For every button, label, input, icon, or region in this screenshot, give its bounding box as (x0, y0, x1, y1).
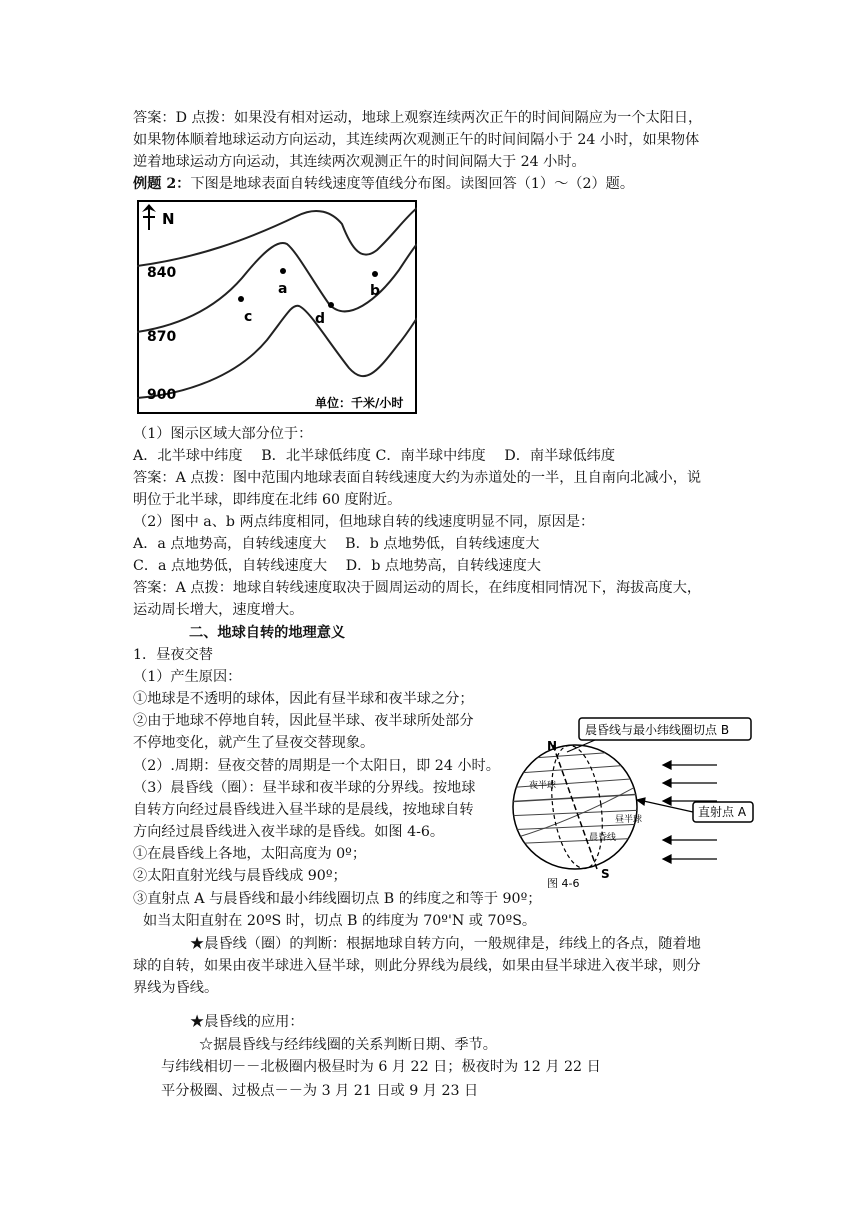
terminator-label: 晨昏线 (589, 833, 617, 843)
figure-frame (138, 201, 416, 413)
callout-b-label: 晨昏线与最小纬线圈切点 B (585, 723, 730, 737)
body-line: （1）产生原因： (133, 669, 242, 685)
isoline-label-840: 840 (147, 265, 177, 281)
day-hemisphere-label: 昼半球 (615, 815, 643, 825)
subsection-heading: 1．昼夜交替 (133, 647, 213, 663)
example-heading-line (133, 173, 634, 195)
body-line: ②太阳直射光线与晨昏线成 90º； (133, 868, 347, 884)
answer-line: 运动周长增大，速度增大。 (133, 602, 304, 618)
body-line: ★晨昏线（圈）的判断：根据地球自转方向，一般规律是，纬线上的各点，随着地 (190, 936, 701, 952)
body-line: 如当太阳直射在 20ºS 时，切点 B 的纬度为 70º'N 或 70ºS。 (143, 913, 537, 929)
point-d-label: d (315, 311, 326, 327)
body-line: 平分极圈、过极点－－为 3 月 21 日或 9 月 23 日 (161, 1083, 479, 1099)
body-line: ☆据晨昏线与经纬线圈的关系判断日期、季节。 (199, 1037, 497, 1053)
options-line: C．a 点地势低，自转线速度大 D．b 点地势高，自转线速度大 (133, 558, 541, 574)
question-line: （2）图中 a、b 两点纬度相同，但地球自转的线速度明显不同，原因是： (133, 514, 595, 530)
point-c-label: c (244, 309, 253, 325)
isoline-figure (137, 200, 417, 414)
point-a (280, 268, 286, 274)
body-line: 与纬线相切－－北极圈内极昼时为 6 月 22 日；极夜时为 12 月 22 日 (161, 1059, 601, 1075)
point-a-label: a (278, 281, 288, 297)
example-text: 下图是地球表面自转线速度等值线分布图。读图回答（1）～（2）题。 (190, 176, 635, 192)
body-line: 方向经过晨昏线进入夜半球的是昏线。如图 4-6。 (133, 824, 445, 840)
answer-line: 答案：A 点拨：地球自转线速度取决于圆周运动的周长，在纬度相同情况下，海拔高度大， (133, 580, 702, 596)
body-line: （3）晨昏线（圈）：昼半球和夜半球的分界线。按地球 (133, 780, 476, 796)
south-pole-label: S (601, 867, 610, 881)
point-b-label: b (370, 283, 381, 299)
north-label: N (162, 210, 175, 228)
answer-line: 答案：D 点拨：如果没有相对运动，地球上观察连续两次正午的时间间隔应为一个太阳日， (133, 110, 703, 126)
answer-line: 逆着地球运动方向运动，其连续两次观测正午的时间间隔大于 24 小时。 (133, 154, 586, 170)
figure-caption: 图 4-6 (547, 877, 580, 888)
night-hemisphere-label: 夜半球 (529, 781, 557, 791)
body-line: 不停地变化，就产生了昼夜交替现象。 (133, 735, 375, 751)
body-line: 自转方向经过晨昏线进入昼半球的是晨线，按地球自转 (133, 802, 474, 818)
point-d (328, 302, 334, 308)
options-line: A．北半球中纬度 B．北半球低纬度 C．南半球中纬度 D．南半球低纬度 (133, 448, 616, 464)
terminator-figure (505, 712, 755, 888)
body-line: 球的自转，如果由夜半球进入昼半球，则此分界线为晨线，如果由昼半球进入夜半球，则分 (133, 958, 701, 974)
body-line: 界线为昏线。 (133, 980, 219, 996)
question-line: （1）图示区域大部分位于： (133, 426, 313, 442)
point-c (238, 296, 244, 302)
isoline-label-900: 900 (147, 387, 177, 403)
unit-label: 单位：千米/小时 (315, 396, 404, 410)
point-b (372, 271, 378, 277)
callout-a-label: 直射点 A (698, 805, 747, 819)
isoline-label-870: 870 (147, 329, 177, 345)
body-line: ①在晨昏线上各地，太阳高度为 0º； (133, 846, 367, 862)
body-line: ①地球是不透明的球体，因此有昼半球和夜半球之分； (133, 691, 474, 707)
body-line: ②由于地球不停地自转，因此昼半球、夜半球所处部分 (133, 713, 474, 729)
body-line: ★晨昏线的应用： (190, 1014, 304, 1030)
body-line: ③直射点 A 与晨昏线和最小纬线圈切点 B 的纬度之和等于 90º； (133, 891, 542, 907)
answer-line: 答案：A 点拨：图中范围内地球表面自转线速度大约为赤道处的一半，且自南向北减小，说 (133, 470, 702, 486)
answer-line: 如果物体顺着地球运动方向运动，其连续两次观测正午的时间间隔小于 24 小时，如果物体 (133, 132, 700, 148)
options-line: A．a 点地势高，自转线速度大 B．b 点地势低，自转线速度大 (133, 536, 540, 552)
example-label: 例题 2： (133, 176, 191, 192)
north-pole-label: N (547, 739, 558, 753)
body-line: （2）.周期：昼夜交替的周期是一个太阳日，即 24 小时。 (133, 758, 500, 774)
answer-line: 明位于北半球，即纬度在北纬 60 度附近。 (133, 492, 402, 508)
section-heading: 二、地球自转的地理意义 (189, 625, 346, 641)
